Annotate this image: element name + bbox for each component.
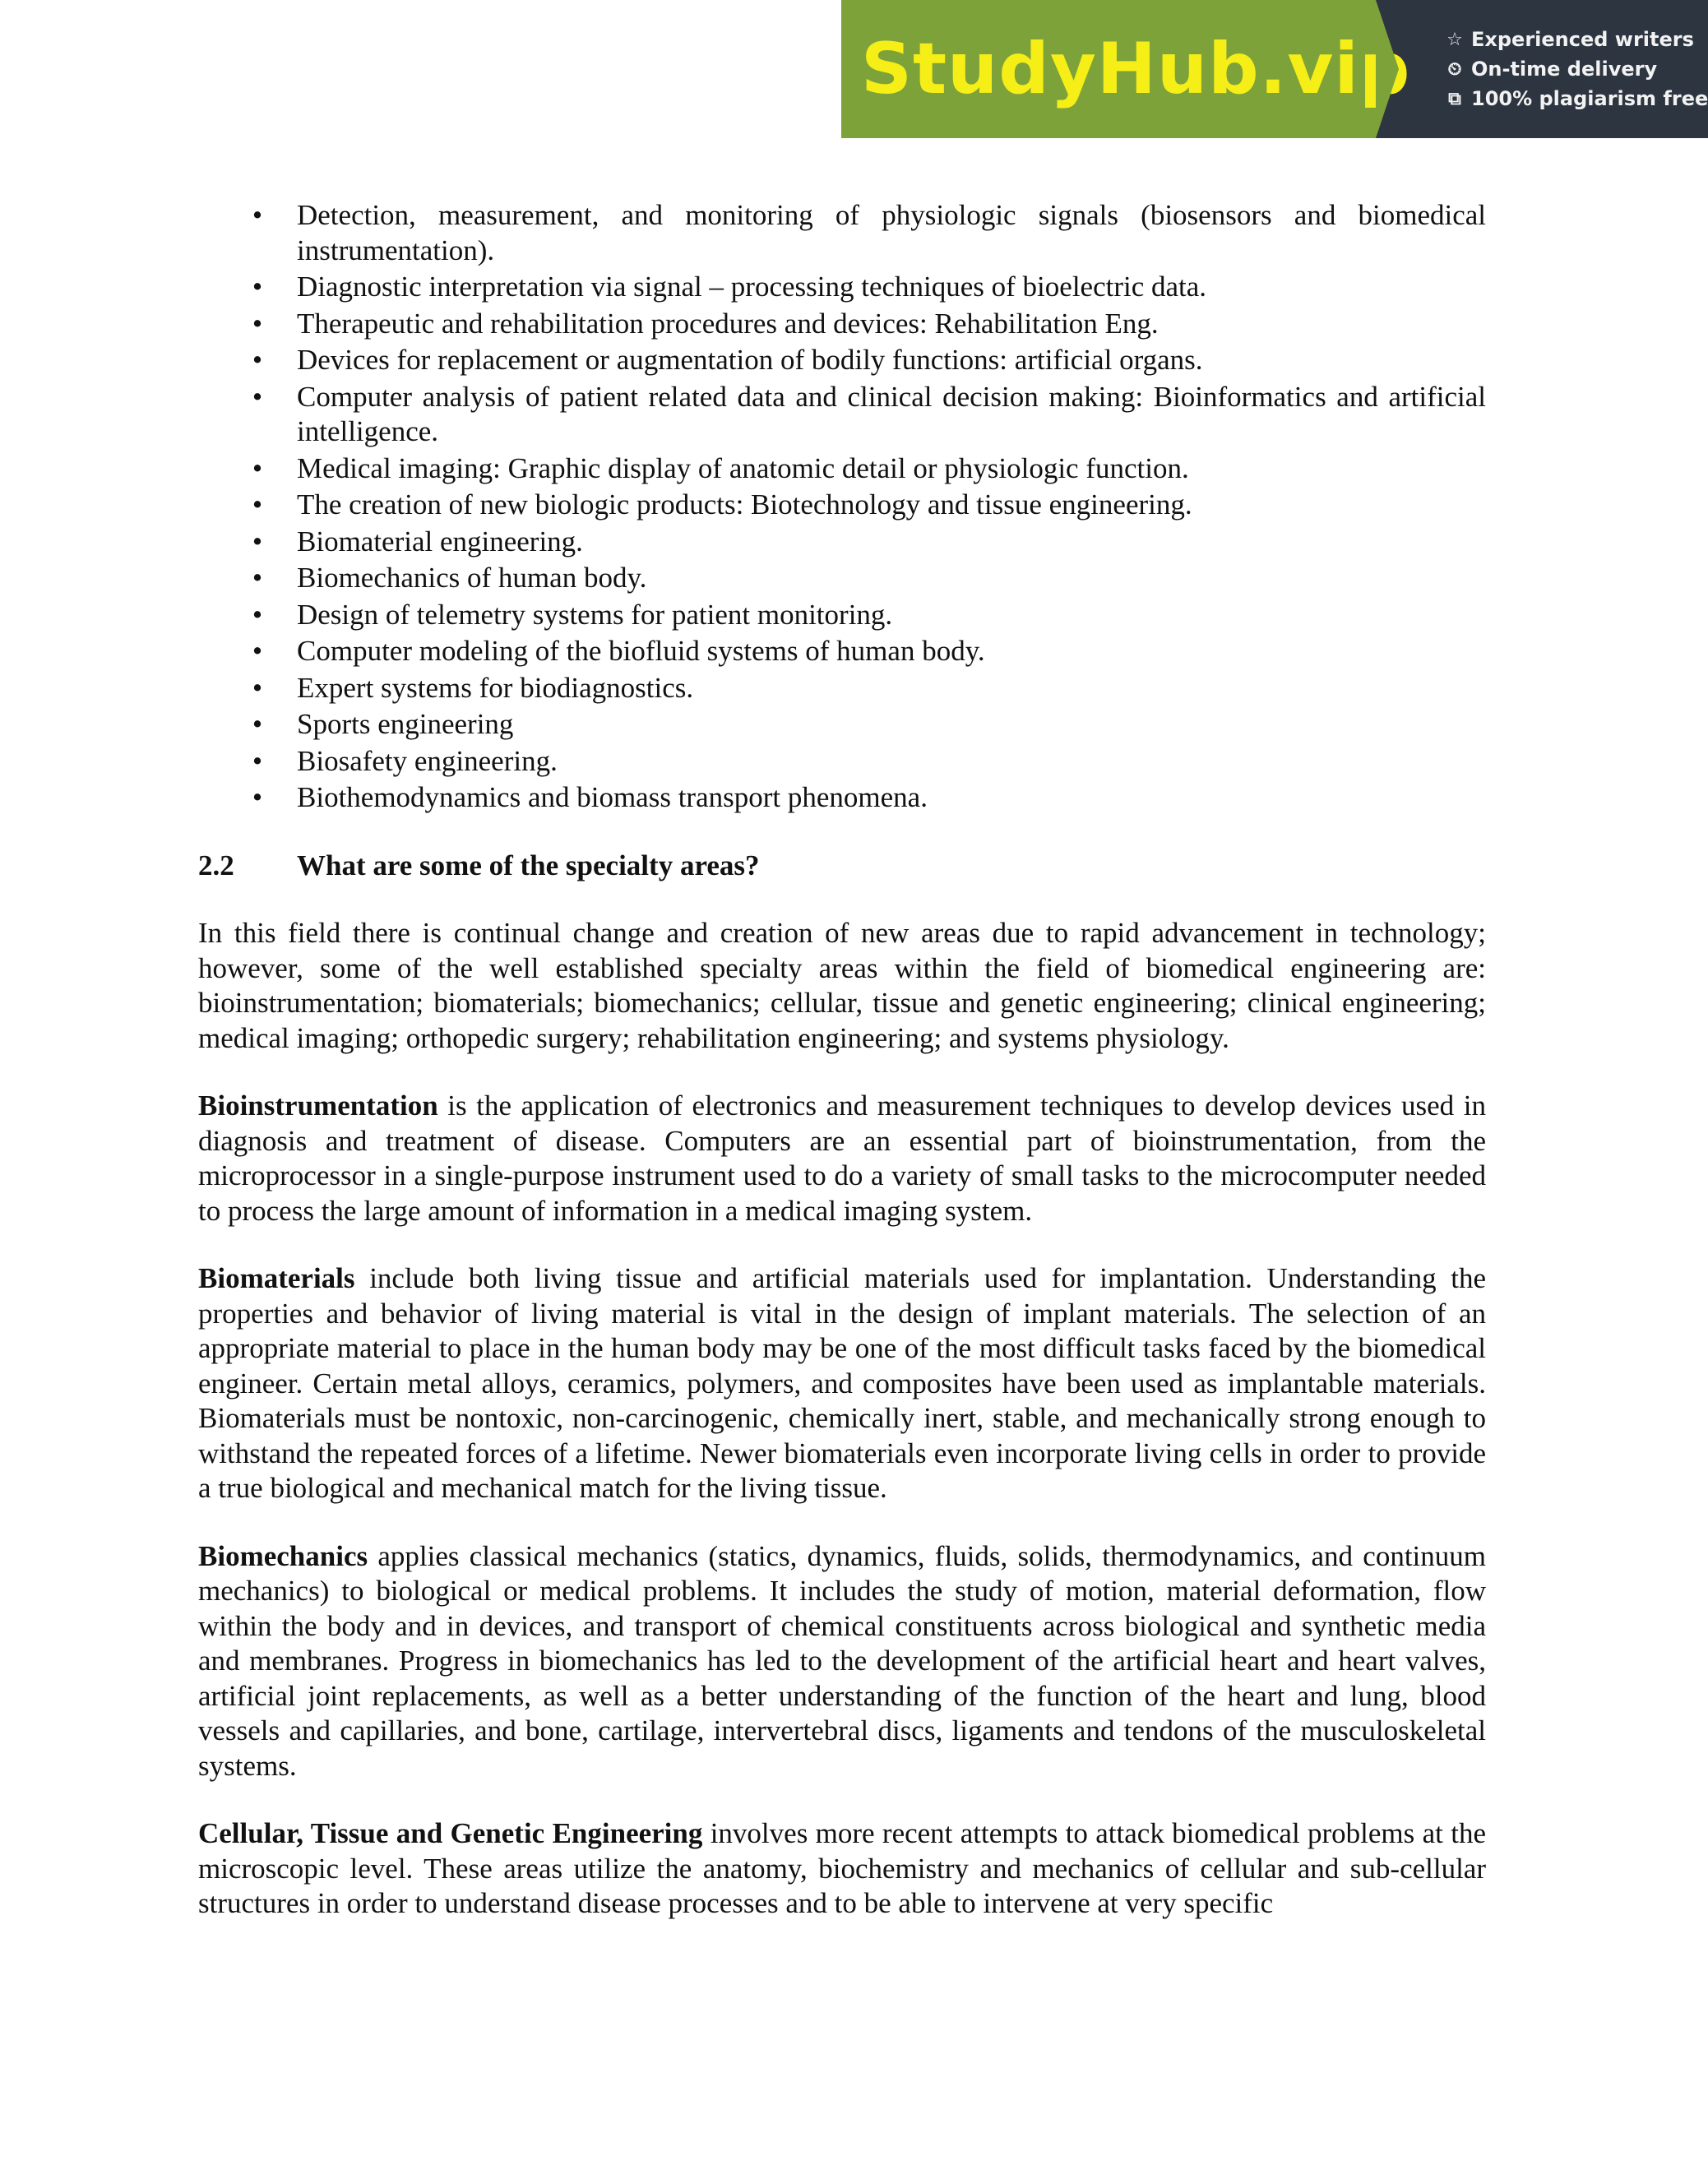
list-item: • Computer analysis of patient related data and clinical decision making: Bioinformatics and artificial intelligence.: [198, 380, 1486, 450]
bullet-icon: •: [252, 781, 263, 813]
paragraph-biomaterials: [198, 1261, 1486, 1506]
list-item: • The creation of new biologic products: Biotechnology and tissue engineering.: [198, 488, 1486, 523]
bullet-icon: •: [252, 708, 263, 740]
paragraph-cellular-tissue-genetic: [198, 1816, 1486, 1922]
list-item: • Devices for replacement or augmentation of bodily functions: artificial organs.: [198, 343, 1486, 378]
feature-on-time-delivery: [1445, 58, 1708, 81]
bullet-icon: •: [252, 380, 263, 413]
bullet-icon: •: [252, 451, 263, 484]
paragraph-text: applies classical mechanics (statics, dynamics, fluids, solids, thermodynamics, and continuum mechanics) to biological or medical problems. It includes the study of motion, material deformation, flow within the body and in devices, and transport of chemical constituents across biological and synthetic media and membranes. Progress in biomechanics has led to the development of the artificial heart and heart valves, artificial joint replacements, as well as a better understanding of the function of the heart and lung, blood vessels and capillaries, and bone, cartilage, intervertebral discs, ligaments and tendons of the musculoskeletal systems.: [198, 1539, 1486, 1782]
paragraph-term: Bioinstrumentation: [198, 1090, 438, 1122]
paragraph-term: Biomechanics: [198, 1539, 368, 1572]
list-item: • Expert systems for biodiagnostics.: [198, 671, 1486, 706]
list-item: • Biomechanics of human body.: [198, 561, 1486, 596]
paragraph-biomechanics: [198, 1539, 1486, 1784]
bullet-icon: •: [252, 344, 263, 376]
list-item: • Biomaterial engineering.: [198, 525, 1486, 560]
paragraph-term: Cellular, Tissue and Genetic Engineering: [198, 1817, 703, 1849]
section-heading: [198, 849, 1486, 884]
feature-plagiarism-free: [1445, 87, 1708, 110]
feature-experienced-writers: [1445, 28, 1708, 51]
list-item: • Sports engineering: [198, 707, 1486, 743]
copy-icon: ⧉: [1448, 88, 1461, 109]
bullet-icon: •: [252, 562, 263, 594]
paragraph-text: involves more recent attempts to attack biomedical problems at the microscopic level. These areas utilize the anatomy, biochemistry and mechanics of cellular and sub-cellular structures in order to understand disease processes and to be able to intervene at very specific: [198, 1817, 1486, 1919]
list-item: • Computer modeling of the biofluid systems of human body.: [198, 634, 1486, 669]
feature-label: Experienced writers: [1471, 28, 1694, 51]
list-item: • Detection, measurement, and monitoring of physiologic signals (biosensors and biomedical instrumentation).: [198, 198, 1486, 268]
bullet-icon: •: [252, 635, 263, 667]
list-item: • Medical imaging: Graphic display of anatomic detail or physiologic function.: [198, 451, 1486, 487]
document-body: [198, 198, 1486, 1922]
section-number: 2.2: [198, 849, 234, 881]
studyhub-banner[interactable]: [841, 0, 1708, 138]
bullet-icon: •: [252, 525, 263, 557]
list-item: • Biothemodynamics and biomass transport phenomena.: [198, 780, 1486, 816]
feature-label: On-time delivery: [1471, 58, 1658, 81]
list-item: • Design of telemetry systems for patient monitoring.: [198, 598, 1486, 633]
bullet-icon: •: [252, 598, 263, 631]
bullet-icon: •: [252, 271, 263, 303]
feature-label: 100% plagiarism free: [1471, 87, 1708, 110]
clock-icon: ⏲: [1447, 58, 1462, 80]
bullet-icon: •: [252, 488, 263, 520]
paragraph-term: Biomaterials: [198, 1262, 355, 1294]
list-item: • Diagnostic interpretation via signal – processing techniques of bioelectric data.: [198, 270, 1486, 305]
paragraph-bioinstrumentation: [198, 1089, 1486, 1228]
list-item: • Biosafety engineering.: [198, 744, 1486, 780]
list-item: • Therapeutic and rehabilitation procedures and devices: Rehabilitation Eng.: [198, 307, 1486, 342]
logo-text: StudyHub.vip: [861, 28, 1411, 110]
intro-paragraph: In this field there is continual change and creation of new areas due to rapid advancement in technology; however, some of the well established specialty areas within the field of biomedical engineering are: bioinstrumentation; biomaterials; biomechanics; cellular, tissue and genetic engineering; clinical engineering; medical imaging; orthopedic surgery; rehabilitation engineering; and systems physiology.: [198, 917, 1486, 1054]
bullet-icon: •: [252, 671, 263, 704]
banner-arrow-shape: [1376, 0, 1399, 138]
bullet-icon: •: [252, 307, 263, 340]
section-title: What are some of the specialty areas?: [297, 849, 760, 881]
paragraph-text: is the application of electronics and measurement techniques to develop devices used in diagnosis and treatment of disease. Computers are an essential part of bioinstrumentation, from the microprocessor in a single-purpose instrument used to do a variety of small tasks to the microcomputer needed to process the large amount of information in a medical imaging system.: [198, 1090, 1486, 1227]
banner-features: [1376, 0, 1708, 138]
application-list: [198, 198, 1486, 816]
paragraph-text: include both living tissue and artificial materials used for implantation. Understanding the properties and behavior of living material is vital in the design of implant materials. The selection of an appropriate material to place in the human body may be one of the most difficult tasks faced by the biomedical engineer. Certain metal alloys, ceramics, polymers, and composites have been used as implantable materials. Biomaterials must be nontoxic, non-carcinogenic, chemically inert, stable, and mechanically strong enough to withstand the repeated forces of a lifetime. Newer biomaterials even incorporate living cells in order to provide a true biological and mechanical match for the living tissue.: [198, 1262, 1486, 1504]
studyhub-logo[interactable]: [841, 0, 1411, 138]
bullet-icon: •: [252, 744, 263, 777]
star-icon: ☆: [1446, 29, 1463, 50]
bullet-icon: •: [252, 199, 263, 231]
